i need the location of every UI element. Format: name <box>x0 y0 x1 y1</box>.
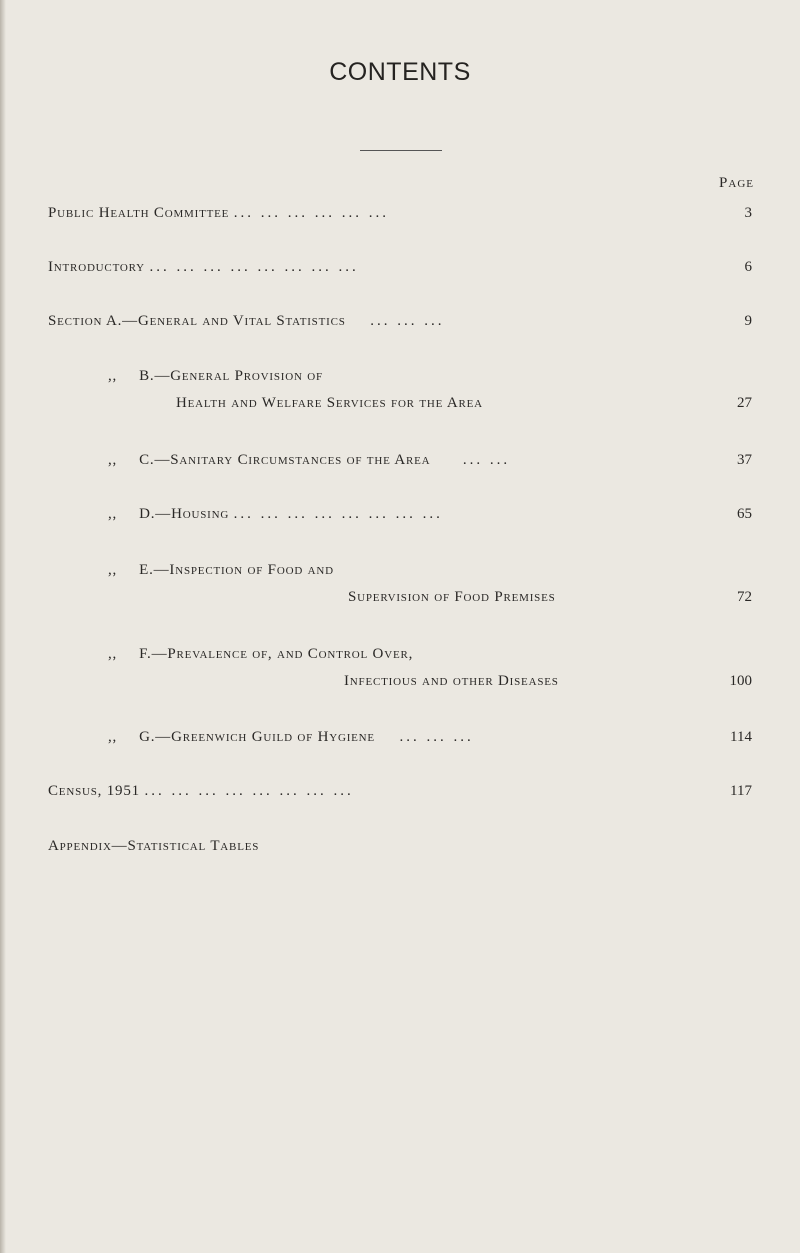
toc-page-number: 117 <box>730 783 752 799</box>
toc-entry-line1: E.—Inspection of Food and <box>139 562 334 578</box>
ditto-mark: ,, <box>108 506 118 522</box>
toc-entry-appendix <box>48 838 259 855</box>
ditto-mark: ,, <box>108 452 118 468</box>
toc-entry-introductory <box>48 259 359 276</box>
toc-entry-label: Introductory <box>48 259 145 275</box>
ditto-mark: ,, <box>108 729 118 745</box>
toc-page-number: 9 <box>744 313 752 329</box>
toc-entry-section-f <box>108 646 413 663</box>
toc-page-number: 27 <box>737 395 752 411</box>
toc-entry-line2: Supervision of Food Premises <box>348 589 556 605</box>
toc-entry-line1: B.—General Provision of <box>139 368 323 384</box>
leader-dots: ... ... <box>462 452 511 468</box>
toc-entry-section-e <box>108 562 334 579</box>
toc-entry-label: Appendix—Statistical Tables <box>48 838 260 854</box>
leader-dots: ... ... ... <box>399 729 474 745</box>
toc-page-number: 72 <box>737 589 752 605</box>
toc-entry-label: G.—Greenwich Guild of Hygiene <box>139 729 375 745</box>
toc-page-number: 100 <box>729 673 752 689</box>
toc-entry-label: Section A.—General and Vital Statistics <box>48 313 346 329</box>
leader-dots: ... ... ... ... ... ... ... ... <box>149 259 359 275</box>
toc-page-number: 65 <box>737 506 752 522</box>
toc-entry-label: Census, 1951 <box>48 783 140 799</box>
toc-entry-line1: F.—Prevalence of, and Control Over, <box>139 646 414 662</box>
ditto-mark: ,, <box>108 562 118 578</box>
toc-entry-section-e-line2 <box>348 589 556 606</box>
toc-entry-line2: Health and Welfare Services for the Area <box>176 395 483 411</box>
leader-dots: ... ... ... ... ... ... ... ... <box>233 506 443 522</box>
toc-entry-label: D.—Housing <box>139 506 230 522</box>
toc-entry-section-b <box>108 368 323 385</box>
toc-entry-section-g <box>108 729 474 746</box>
leader-dots: ... ... ... <box>370 313 445 329</box>
toc-page-number: 114 <box>730 729 752 745</box>
leader-dots: ... ... ... ... ... ... <box>233 205 389 221</box>
title-rule <box>360 150 442 151</box>
toc-entry-census <box>48 783 354 800</box>
toc-entry-section-b-line2 <box>176 395 483 412</box>
toc-page-number: 3 <box>744 205 752 221</box>
toc-entry-section-d <box>108 506 443 523</box>
toc-entry-label: C.—Sanitary Circumstances of the Area <box>139 452 431 468</box>
toc-entry-public-health-committee <box>48 205 389 222</box>
leader-dots: ... ... ... ... ... ... ... ... <box>144 783 354 799</box>
toc-entry-label: Public Health Committee <box>48 205 230 221</box>
page-spine-shadow <box>0 0 6 1253</box>
toc-entry-line2: Infectious and other Diseases <box>344 673 559 689</box>
toc-entry-section-c <box>108 452 510 469</box>
toc-page-number: 37 <box>737 452 752 468</box>
ditto-mark: ,, <box>108 646 118 662</box>
page-title: CONTENTS <box>329 58 471 86</box>
page-column-header: Page <box>719 175 754 191</box>
toc-entry-section-f-line2 <box>344 673 559 690</box>
toc-page-number: 6 <box>744 259 752 275</box>
toc-entry-section-a <box>48 313 444 330</box>
ditto-mark: ,, <box>108 368 118 384</box>
